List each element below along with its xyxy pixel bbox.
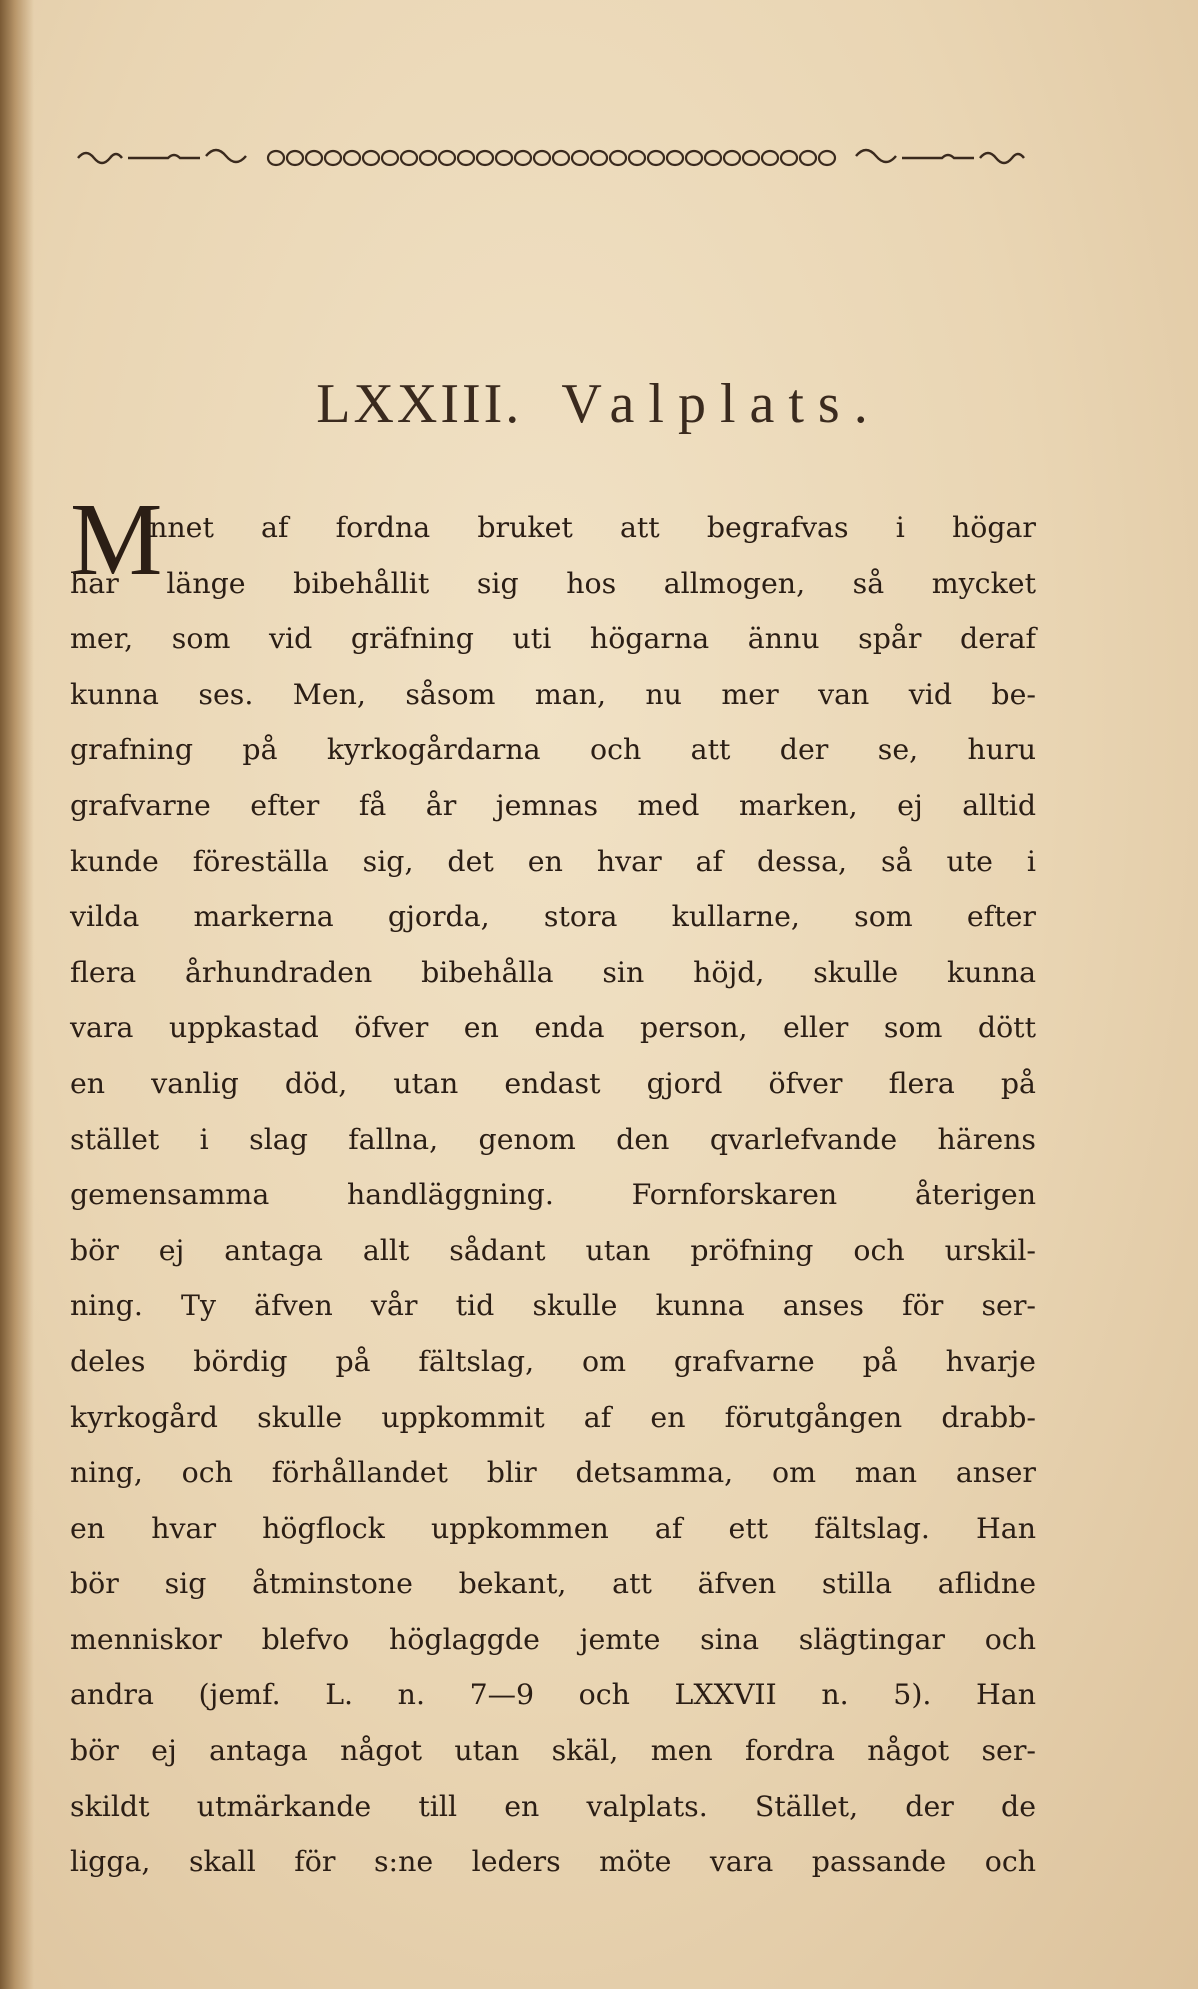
text-line: kunna ses. Men, såsom man, nu mer van vid be- — [70, 677, 1036, 711]
text-line: flera århundraden bibehålla sin höjd, skulle kunna — [70, 955, 1036, 989]
text-line: innet af fordna bruket att begrafvas i högar — [140, 511, 1036, 544]
section-title: Valplats. — [561, 373, 882, 435]
text-line: bör ej antaga allt sådant utan pröfning och urskil- — [70, 1233, 1036, 1267]
body-text — [70, 500, 1036, 1890]
drop-capital: M — [70, 482, 163, 597]
text-line: grafvarne efter få år jemnas med marken, ej alltid — [70, 788, 1036, 822]
text-line: ning. Ty äfven vår tid skulle kunna anses för ser- — [70, 1289, 1036, 1323]
decorative-border — [76, 132, 1036, 182]
text-line: stället i slag fallna, genom den qvarlefvande härens — [70, 1122, 1036, 1156]
text-line: vara uppkastad öfver en enda person, eller som dött — [70, 1011, 1036, 1045]
text-line: deles bördig på fältslag, om grafvarne på hvarje — [70, 1344, 1036, 1378]
section-number: LXXIII. — [316, 373, 523, 435]
text-line: mer, som vid gräfning uti högarna ännu spår deraf — [70, 622, 1036, 656]
text-line: en vanlig död, utan endast gjord öfver flera på — [70, 1066, 1036, 1100]
text-line: menniskor blefvo höglaggde jemte sina slägtingar och — [70, 1622, 1036, 1656]
page-gutter — [0, 0, 34, 1989]
text-line: ning, och förhållandet blir detsamma, om man anser — [70, 1456, 1036, 1490]
text-line: skildt utmärkande till en valplats. Stället, der de — [70, 1789, 1036, 1823]
section-heading — [0, 372, 1198, 436]
text-line: bör sig åtminstone bekant, att äfven stilla aflidne — [70, 1567, 1036, 1601]
text-line: vilda markerna gjorda, stora kullarne, som efter — [70, 900, 1036, 934]
text-line: andra (jemf. L. n. 7—9 och LXXVII n. 5). Han — [70, 1678, 1036, 1712]
text-line: har länge bibehållit sig hos allmogen, så mycket — [70, 566, 1036, 600]
text-line: en hvar högflock uppkommen af ett fältslag. Han — [70, 1511, 1036, 1545]
text-line: kunde föreställa sig, det en hvar af dessa, så ute i — [70, 844, 1036, 878]
text-line: bör ej antaga något utan skäl, men fordra något ser- — [70, 1734, 1036, 1768]
text-line: gemensamma handläggning. Fornforskaren återigen — [70, 1178, 1036, 1212]
text-line: grafning på kyrkogårdarna och att der se, huru — [70, 733, 1036, 767]
text-line: kyrkogård skulle uppkommit af en förutgången drabb- — [70, 1400, 1036, 1434]
text-line: ligga, skall för s:ne leders möte vara passande och — [70, 1845, 1036, 1879]
